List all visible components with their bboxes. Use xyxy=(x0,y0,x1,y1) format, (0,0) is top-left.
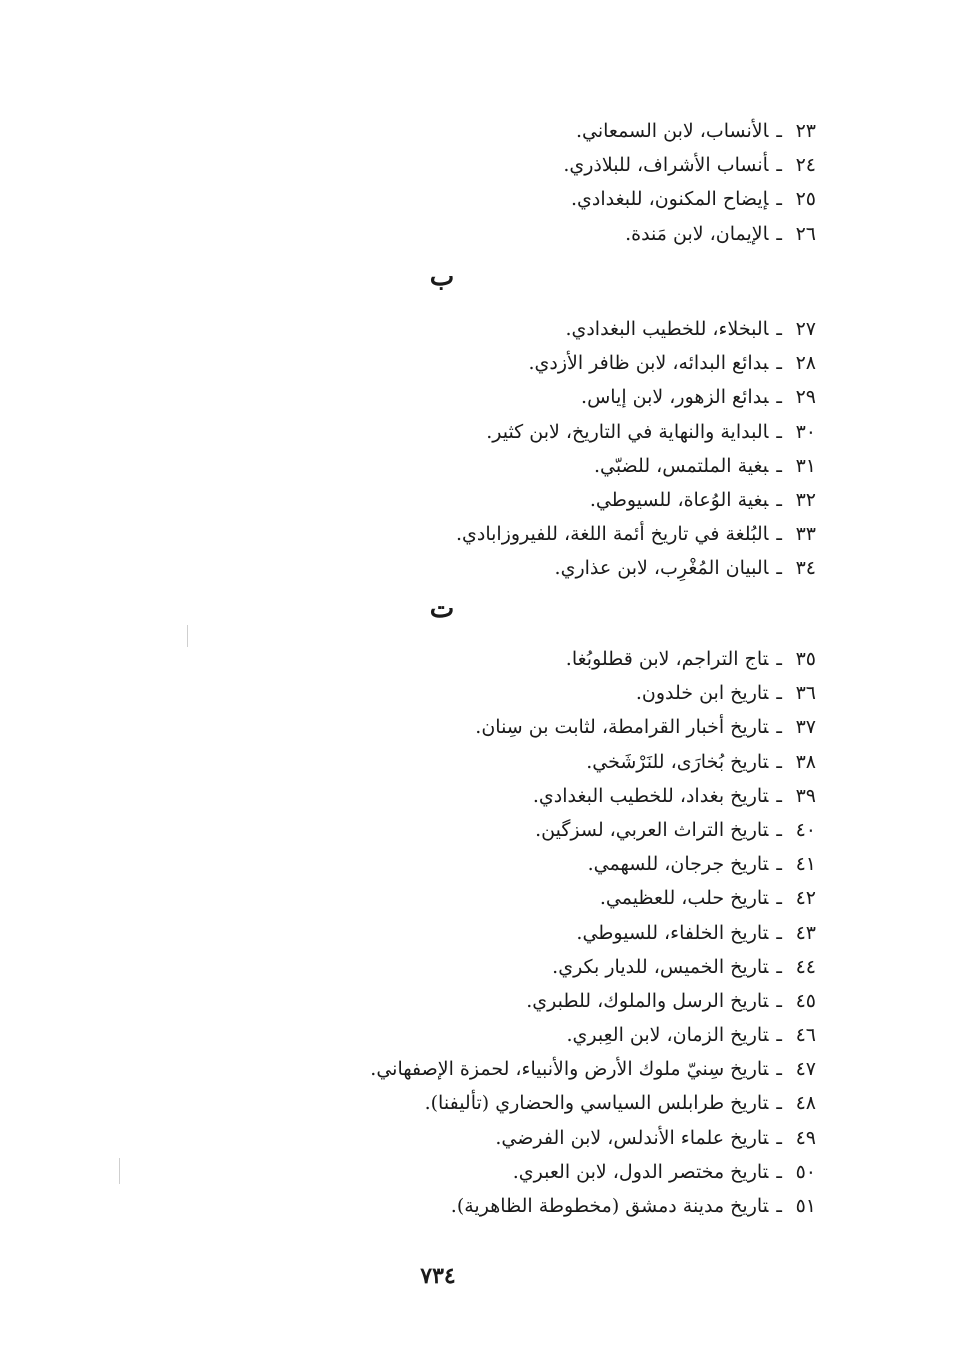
entry-number: ٣١ xyxy=(795,454,816,477)
page-number: ٧٣٤ xyxy=(420,1263,456,1289)
entry-dash: ـ xyxy=(776,222,782,245)
entry-dash: ـ xyxy=(776,853,782,876)
list-item xyxy=(176,1189,816,1223)
entry-dash: ـ xyxy=(776,648,782,670)
entry-dash: ـ xyxy=(776,420,782,443)
entry-dash: ـ xyxy=(776,352,782,375)
entry-text: تاريخ الخلفاء، للسيوطي. xyxy=(576,921,769,944)
list-item xyxy=(176,1155,816,1189)
entry-number: ٤١ xyxy=(795,853,816,876)
entry-text: تاريخ الزمان، لابن العِبري. xyxy=(566,1024,769,1047)
scan-artifact xyxy=(119,1158,120,1184)
entry-text: بدائع البدائه، لابن ظافر الأزدي. xyxy=(528,352,769,375)
entry-dash: ـ xyxy=(776,818,782,841)
entry-dash: ـ xyxy=(776,784,782,807)
list-item xyxy=(176,483,816,517)
entry-dash: ـ xyxy=(776,750,782,773)
entry-number: ٣٤ xyxy=(795,557,816,580)
list-item xyxy=(176,676,816,710)
entry-text: البخلاء، للخطيب البغدادي. xyxy=(565,318,769,340)
entry-dash: ـ xyxy=(776,1126,782,1149)
entry-dash: ـ xyxy=(776,318,782,340)
entries-list-ta xyxy=(176,642,816,1223)
entry-dash: ـ xyxy=(776,955,782,978)
entry-number: ٢٤ xyxy=(795,154,816,177)
list-item xyxy=(176,1086,816,1120)
entry-dash: ـ xyxy=(776,1195,782,1217)
entry-dash: ـ xyxy=(776,523,782,546)
entry-number: ٣٠ xyxy=(795,420,816,443)
entry-number: ٤٦ xyxy=(795,1024,816,1047)
entry-number: ٤٣ xyxy=(795,921,816,944)
list-item xyxy=(176,517,816,551)
entry-number: ٤٩ xyxy=(795,1126,816,1149)
list-item xyxy=(176,950,816,984)
list-item xyxy=(176,551,816,585)
list-item xyxy=(176,779,816,813)
list-item xyxy=(176,312,816,346)
entry-dash: ـ xyxy=(776,989,782,1012)
entry-text: بغية الوُعاة، للسيوطي. xyxy=(589,488,769,511)
entries-list-ba xyxy=(176,312,816,586)
entry-dash: ـ xyxy=(776,386,782,409)
list-item xyxy=(176,984,816,1018)
entry-text: تاريخ بُخارَى، للنَرْشَخي. xyxy=(586,750,769,773)
list-item xyxy=(176,1018,816,1052)
entry-text: البيان المُغْرِب، لابن عذاري. xyxy=(554,557,769,580)
entry-text: الأنساب، لابن السمعاني. xyxy=(575,120,769,142)
entry-number: ٢٨ xyxy=(795,352,816,375)
entry-text: تاريخ حلب، للعظيمي. xyxy=(599,887,769,910)
entry-dash: ـ xyxy=(776,1160,782,1183)
entry-dash: ـ xyxy=(776,120,782,142)
entry-text: إيضاح المكنون، للبغدادي. xyxy=(570,188,769,211)
entry-number: ٤٥ xyxy=(795,989,816,1012)
entries-list-alef xyxy=(176,114,816,251)
list-item xyxy=(176,217,816,251)
entry-dash: ـ xyxy=(776,188,782,211)
entry-number: ٥١ xyxy=(795,1195,816,1217)
entry-number: ٣٨ xyxy=(795,750,816,773)
entry-text: البُلغة في تاريخ أئمة اللغة، للفيروزابادي. xyxy=(455,523,769,546)
list-item xyxy=(176,415,816,449)
list-item xyxy=(176,642,816,676)
entry-dash: ـ xyxy=(776,1058,782,1081)
entry-dash: ـ xyxy=(776,557,782,580)
entry-number: ٣٢ xyxy=(795,488,816,511)
entry-number: ٢٦ xyxy=(795,222,816,245)
entry-text: تاريخ جرجان، للسهمي. xyxy=(587,853,769,876)
list-item xyxy=(176,1121,816,1155)
section-heading-ba: ب xyxy=(429,262,455,292)
entry-text: تاريخ سِنيّ ملوك الأرض والأنبياء، لحمزة الإصفهاني. xyxy=(370,1058,769,1081)
entry-text: تاريخ مدينة دمشق (مخطوطة الظاهرية). xyxy=(450,1195,769,1217)
entry-dash: ـ xyxy=(776,1092,782,1115)
list-item xyxy=(176,449,816,483)
entry-number: ٣٦ xyxy=(795,682,816,705)
entry-text: تاريخ ابن خلدون. xyxy=(635,682,769,705)
entry-dash: ـ xyxy=(776,488,782,511)
entry-number: ٤٢ xyxy=(795,887,816,910)
entry-number: ٣٣ xyxy=(795,523,816,546)
entry-dash: ـ xyxy=(776,887,782,910)
entry-number: ٤٧ xyxy=(795,1058,816,1081)
list-item xyxy=(176,380,816,414)
entry-text: تاريخ أخبار القرامطة، لثابت بن سِنان. xyxy=(475,716,769,739)
entry-text: تاريخ التراث العربي، لسزگين. xyxy=(535,818,769,841)
entry-text: تاريخ علماء الأندلس، لابن الفرضي. xyxy=(495,1126,769,1149)
entry-text: بغية الملتمس، للضبّي. xyxy=(593,454,769,477)
entry-text: البداية والنهاية في التاريخ، لابن كثير. xyxy=(486,420,769,443)
entry-number: ٣٥ xyxy=(795,648,816,670)
entry-text: الإيمان، لابن مَندة. xyxy=(625,222,769,245)
entry-number: ٢٥ xyxy=(795,188,816,211)
entry-text: بدائع الزهور، لابن إياس. xyxy=(581,386,769,409)
entry-number: ٣٧ xyxy=(795,716,816,739)
entry-dash: ـ xyxy=(776,716,782,739)
list-item xyxy=(176,813,816,847)
entry-number: ٢٣ xyxy=(795,120,816,142)
entry-number: ٢٧ xyxy=(795,318,816,340)
list-item xyxy=(176,916,816,950)
list-item xyxy=(176,148,816,182)
entry-number: ٥٠ xyxy=(795,1160,816,1183)
entry-text: أنساب الأشراف، للبلاذري. xyxy=(563,154,769,177)
entry-dash: ـ xyxy=(776,154,782,177)
entry-text: تاريخ مختصر الدول، لابن العبري. xyxy=(512,1160,769,1183)
list-item xyxy=(176,745,816,779)
entry-text: تاج التراجم، لابن قطلوبُغا. xyxy=(565,648,769,670)
entry-text: تاريخ الخميس، للديار بكري. xyxy=(552,955,769,978)
list-item xyxy=(176,847,816,881)
list-item xyxy=(176,881,816,915)
list-item xyxy=(176,346,816,380)
list-item xyxy=(176,710,816,744)
entry-number: ٤٨ xyxy=(795,1092,816,1115)
entry-text: تاريخ طرابلس السياسي والحضاري (تأليفنا). xyxy=(424,1092,769,1115)
entry-number: ٢٩ xyxy=(795,386,816,409)
list-item xyxy=(176,1052,816,1086)
entry-dash: ـ xyxy=(776,1024,782,1047)
list-item xyxy=(176,114,816,148)
entry-dash: ـ xyxy=(776,454,782,477)
entry-text: تاريخ بغداد، للخطيب البغدادي. xyxy=(532,784,769,807)
entry-text: تاريخ الرسل والملوك، للطبري. xyxy=(526,989,769,1012)
entry-dash: ـ xyxy=(776,682,782,705)
scan-artifact xyxy=(187,625,188,647)
section-heading-ta: ت xyxy=(429,594,455,624)
entry-number: ٣٩ xyxy=(795,784,816,807)
list-item xyxy=(176,182,816,216)
entry-number: ٤٠ xyxy=(795,818,816,841)
entry-number: ٤٤ xyxy=(795,955,816,978)
entry-dash: ـ xyxy=(776,921,782,944)
